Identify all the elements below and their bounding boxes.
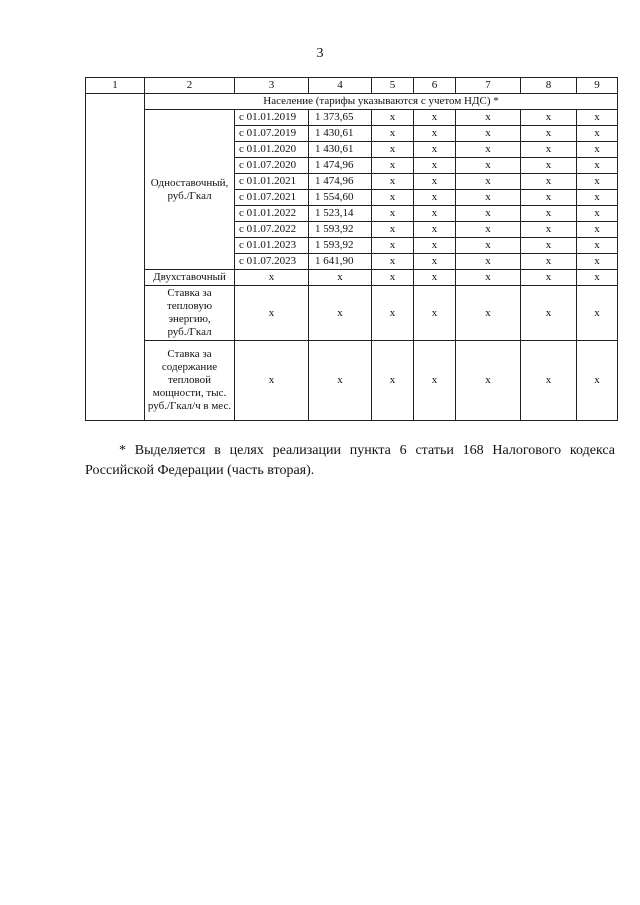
value-cell: x [456, 126, 521, 142]
value-cell: x [372, 110, 414, 126]
value-cell: x [456, 142, 521, 158]
period-cell: с 01.07.2019 [235, 126, 309, 142]
value-cell: x [372, 270, 414, 286]
price-cell: 1 430,61 [309, 142, 372, 158]
value-cell: x [414, 206, 456, 222]
value-cell: x [456, 270, 521, 286]
price-cell: 1 474,96 [309, 174, 372, 190]
value-cell: x [414, 286, 456, 341]
value-cell: x [577, 158, 618, 174]
column-number: 1 [86, 78, 145, 94]
two-rate-row [86, 270, 618, 286]
value-cell: x [372, 238, 414, 254]
value-cell: x [372, 142, 414, 158]
value-cell: x [456, 190, 521, 206]
value-cell: x [309, 286, 372, 341]
column-number-row [86, 78, 618, 94]
period-cell: с 01.07.2023 [235, 254, 309, 270]
empty-first-column-cell [86, 94, 145, 421]
column-number: 2 [145, 78, 235, 94]
value-cell: x [235, 286, 309, 341]
value-cell: x [456, 158, 521, 174]
footnote [85, 441, 615, 481]
value-cell: x [521, 206, 577, 222]
value-cell: x [521, 174, 577, 190]
value-cell: x [521, 341, 577, 421]
column-number: 4 [309, 78, 372, 94]
page-number: 3 [316, 46, 324, 61]
value-cell: x [521, 286, 577, 341]
value-cell: x [456, 206, 521, 222]
value-cell: x [414, 238, 456, 254]
capacity-rate-label: Ставка за содержание тепловой мощности, тыс. руб./Гкал/ч в мес. [145, 341, 235, 421]
column-number: 7 [456, 78, 521, 94]
price-cell: 1 593,92 [309, 238, 372, 254]
column-number: 5 [372, 78, 414, 94]
price-cell: 1 641,90 [309, 254, 372, 270]
value-cell: x [372, 286, 414, 341]
period-cell: с 01.01.2020 [235, 142, 309, 158]
value-cell: x [577, 222, 618, 238]
value-cell: x [521, 222, 577, 238]
value-cell: x [235, 341, 309, 421]
value-cell: x [577, 110, 618, 126]
period-cell: с 01.07.2021 [235, 190, 309, 206]
value-cell: x [577, 341, 618, 421]
value-cell: x [414, 222, 456, 238]
value-cell: x [414, 142, 456, 158]
value-cell: x [414, 174, 456, 190]
value-cell: x [456, 174, 521, 190]
period-cell: с 01.01.2023 [235, 238, 309, 254]
value-cell: x [456, 286, 521, 341]
value-cell: x [372, 174, 414, 190]
value-cell: x [577, 142, 618, 158]
value-cell: x [577, 174, 618, 190]
value-cell: x [414, 126, 456, 142]
single-rate-label: Одноставочный, руб./Гкал [145, 110, 235, 270]
value-cell: x [577, 238, 618, 254]
value-cell: x [521, 110, 577, 126]
energy-rate-label: Ставка за тепловую энергию, руб./Гкал [145, 286, 235, 341]
column-number: 3 [235, 78, 309, 94]
value-cell: x [414, 270, 456, 286]
energy-rate-row [86, 286, 618, 341]
value-cell: x [456, 254, 521, 270]
period-cell: с 01.01.2019 [235, 110, 309, 126]
value-cell: x [372, 206, 414, 222]
value-cell: x [577, 190, 618, 206]
value-cell: x [414, 110, 456, 126]
value-cell: x [414, 341, 456, 421]
group-header-row [86, 94, 618, 110]
value-cell: x [372, 190, 414, 206]
value-cell: x [521, 126, 577, 142]
value-cell: x [521, 254, 577, 270]
tariff-table [85, 77, 618, 421]
value-cell: x [414, 254, 456, 270]
group-header: Население (тарифы указываются с учетом НДС) * [145, 94, 618, 110]
value-cell: x [372, 254, 414, 270]
value-cell: x [521, 158, 577, 174]
value-cell: x [372, 222, 414, 238]
value-cell: x [456, 238, 521, 254]
value-cell: x [372, 341, 414, 421]
price-cell: 1 523,14 [309, 206, 372, 222]
value-cell: x [309, 270, 372, 286]
price-cell: 1 593,92 [309, 222, 372, 238]
value-cell: x [309, 341, 372, 421]
value-cell: x [521, 190, 577, 206]
value-cell: x [577, 270, 618, 286]
value-cell: x [456, 110, 521, 126]
value-cell: x [521, 270, 577, 286]
value-cell: x [577, 206, 618, 222]
single-rate-row [86, 110, 618, 126]
period-cell: с 01.01.2022 [235, 206, 309, 222]
period-cell: с 01.07.2020 [235, 158, 309, 174]
price-cell: 1 373,65 [309, 110, 372, 126]
column-number: 9 [577, 78, 618, 94]
value-cell: x [235, 270, 309, 286]
price-cell: 1 430,61 [309, 126, 372, 142]
column-number: 8 [521, 78, 577, 94]
period-cell: с 01.07.2022 [235, 222, 309, 238]
value-cell: x [577, 126, 618, 142]
value-cell: x [577, 286, 618, 341]
value-cell: x [456, 222, 521, 238]
value-cell: x [521, 142, 577, 158]
value-cell: x [372, 126, 414, 142]
value-cell: x [456, 341, 521, 421]
footnote-line-1: * Выделяется в целях реализации пункта 6 статьи 168 Налогового кодекса [119, 443, 615, 458]
price-cell: 1 554,60 [309, 190, 372, 206]
value-cell: x [577, 254, 618, 270]
value-cell: x [521, 238, 577, 254]
column-number: 6 [414, 78, 456, 94]
value-cell: x [414, 190, 456, 206]
value-cell: x [372, 158, 414, 174]
capacity-rate-row [86, 341, 618, 421]
value-cell: x [414, 158, 456, 174]
footnote-line-2: Российской Федерации (часть вторая). [85, 463, 315, 478]
period-cell: с 01.01.2021 [235, 174, 309, 190]
price-cell: 1 474,96 [309, 158, 372, 174]
two-rate-label: Двухставочный [145, 270, 235, 286]
